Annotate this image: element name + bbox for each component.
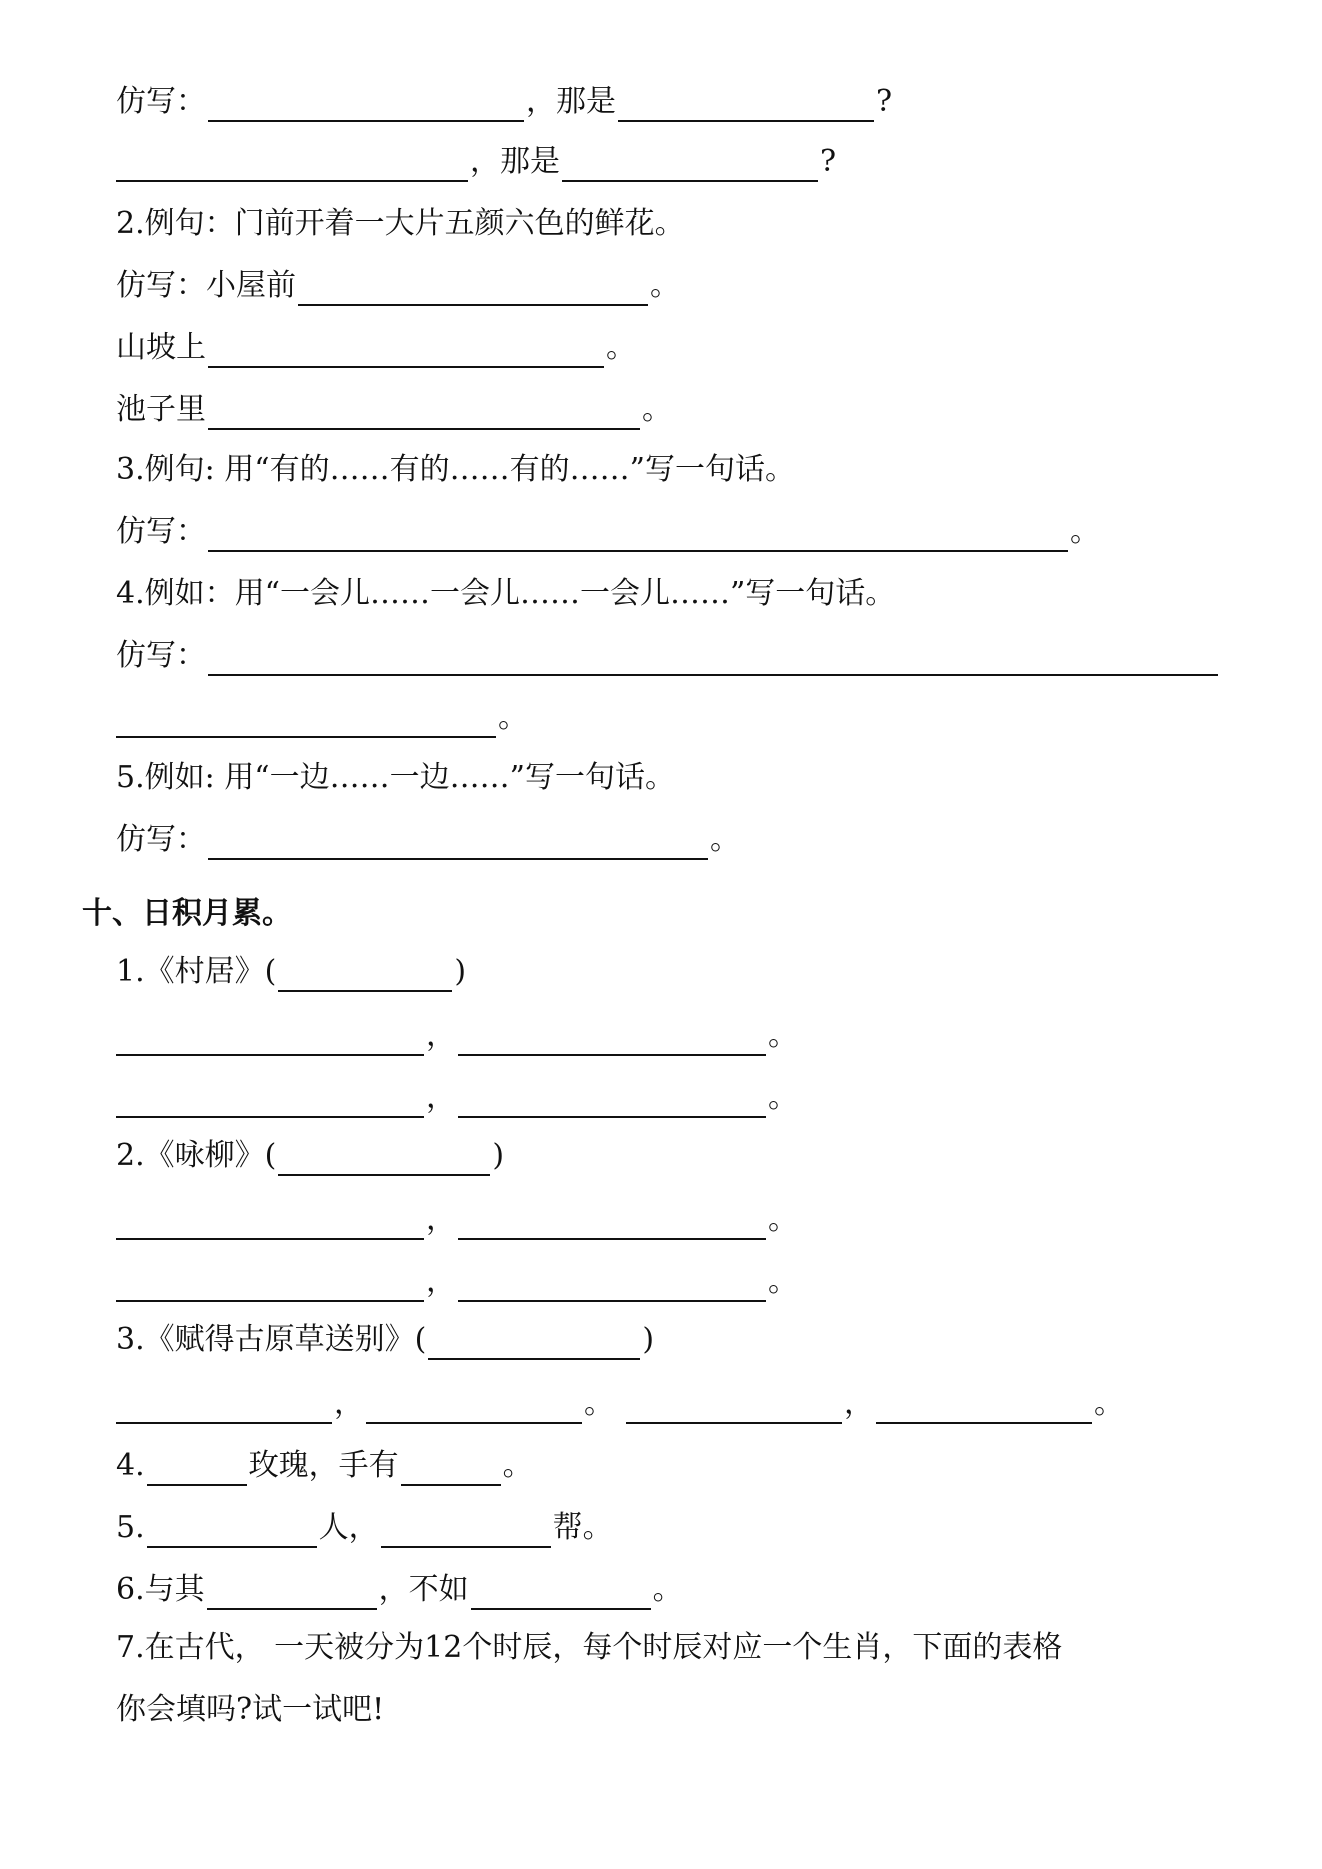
poem-2-line-2 (116, 1262, 798, 1302)
verse-blank[interactable] (366, 1392, 582, 1424)
text: 1.《村居》( (116, 954, 277, 989)
text: 仿写： (116, 514, 206, 549)
text: ， (426, 1018, 456, 1053)
answer-blank[interactable] (208, 336, 604, 368)
verse-blank[interactable] (116, 1086, 424, 1118)
text: 。 (498, 700, 528, 735)
text: ) (454, 954, 467, 989)
answer-blank[interactable] (401, 1454, 501, 1486)
author-blank[interactable] (428, 1328, 640, 1360)
text: 2.《咏柳》( (116, 1138, 277, 1173)
verse-blank[interactable] (458, 1208, 766, 1240)
question-4 (116, 574, 895, 614)
text: ， (426, 1202, 456, 1237)
text: ) (642, 1322, 655, 1357)
text: 4. (116, 1448, 145, 1483)
text: 。 (584, 1386, 614, 1421)
poem-3-lines (116, 1384, 1124, 1424)
text: ? (876, 84, 893, 119)
text: 你会填吗?试一试吧! (116, 1692, 385, 1727)
item-6 (116, 1570, 683, 1610)
text: 。 (710, 822, 740, 857)
answer-blank[interactable] (207, 1578, 377, 1610)
author-blank[interactable] (278, 960, 452, 992)
rewrite-line-2 (116, 142, 836, 182)
poem-2-line-1 (116, 1200, 798, 1240)
verse-blank[interactable] (116, 1024, 424, 1056)
text: 。 (1094, 1386, 1124, 1421)
q4-rewrite-a (116, 636, 1220, 676)
rewrite-line-1 (116, 82, 892, 122)
text: 。 (652, 1572, 683, 1607)
text: 。 (768, 1202, 798, 1237)
text: ) (492, 1138, 505, 1173)
text: ， (334, 1386, 364, 1421)
item-7-line-2 (116, 1690, 384, 1730)
text: 仿写： (116, 638, 206, 673)
answer-blank[interactable] (618, 90, 874, 122)
text: 。 (650, 268, 680, 303)
answer-blank[interactable] (208, 520, 1068, 552)
text: ， (426, 1080, 456, 1115)
text: 池子里 (116, 392, 206, 427)
answer-blank[interactable] (562, 150, 818, 182)
text: 6.与其 (116, 1572, 205, 1607)
answer-blank[interactable] (208, 644, 1218, 676)
poem-1-line-2 (116, 1078, 798, 1118)
text: 。 (502, 1448, 533, 1483)
poem-1-line-1 (116, 1016, 798, 1056)
answer-blank[interactable] (381, 1516, 551, 1548)
answer-blank[interactable] (147, 1454, 247, 1486)
poem-1-title (116, 952, 466, 992)
q2-rewrite-a (116, 266, 680, 306)
verse-blank[interactable] (116, 1270, 424, 1302)
question-text: 4.例如：用“一会儿……一会儿……一会儿……”写一句话。 (116, 576, 896, 611)
question-text: 5.例如: 用“一边……一边……”写一句话。 (116, 760, 675, 795)
text: ，那是 (526, 84, 616, 119)
verse-blank[interactable] (626, 1392, 842, 1424)
item-7-line-1 (116, 1628, 1062, 1668)
author-blank[interactable] (278, 1144, 490, 1176)
text: 山坡上 (116, 330, 206, 365)
answer-blank[interactable] (116, 150, 468, 182)
answer-blank[interactable] (471, 1578, 651, 1610)
text: ， (426, 1264, 456, 1299)
item-4 (116, 1446, 533, 1486)
heading-text: 十、日积月累。 (82, 896, 292, 931)
text: 。 (768, 1018, 798, 1053)
item-5 (116, 1508, 613, 1548)
q2-rewrite-b (116, 328, 636, 368)
section-heading (82, 894, 292, 934)
answer-blank[interactable] (208, 90, 524, 122)
text: 玫瑰，手有 (248, 1448, 399, 1483)
question-text: 2.例句：门前开着一大片五颜六色的鲜花。 (116, 206, 685, 241)
label: 仿写： (116, 84, 206, 119)
text: 。 (606, 330, 636, 365)
text: 7.在古代， 一天被分为12个时辰，每个时辰对应一个生肖，下面的表格 (116, 1630, 1063, 1665)
text: 人， (318, 1510, 379, 1545)
q2-rewrite-c (116, 390, 672, 430)
answer-blank[interactable] (208, 398, 640, 430)
question-3 (116, 450, 795, 490)
text: ，那是 (470, 144, 560, 179)
text: 。 (642, 392, 672, 427)
q4-rewrite-b (116, 698, 528, 738)
text: 帮。 (552, 1510, 613, 1545)
question-2 (116, 204, 685, 244)
verse-blank[interactable] (116, 1208, 424, 1240)
text: 仿写：小屋前 (116, 268, 296, 303)
poem-3-title (116, 1320, 654, 1360)
q5-rewrite (116, 820, 740, 860)
answer-blank[interactable] (208, 828, 708, 860)
text: 。 (768, 1080, 798, 1115)
verse-blank[interactable] (458, 1024, 766, 1056)
question-5 (116, 758, 675, 798)
verse-blank[interactable] (458, 1270, 766, 1302)
question-text: 3.例句: 用“有的……有的……有的……”写一句话。 (116, 452, 795, 487)
text: 仿写： (116, 822, 206, 857)
verse-blank[interactable] (876, 1392, 1092, 1424)
text: ， (844, 1386, 874, 1421)
text: 。 (768, 1264, 798, 1299)
text: ，不如 (378, 1572, 469, 1607)
text: ? (820, 144, 837, 179)
poem-2-title (116, 1136, 504, 1176)
verse-blank[interactable] (116, 1392, 332, 1424)
answer-blank[interactable] (116, 706, 496, 738)
q3-rewrite (116, 512, 1100, 552)
text: 3.《赋得古原草送别》( (116, 1322, 427, 1357)
verse-blank[interactable] (458, 1086, 766, 1118)
answer-blank[interactable] (147, 1516, 317, 1548)
text: 5. (116, 1510, 145, 1545)
text: 。 (1070, 514, 1100, 549)
answer-blank[interactable] (298, 274, 648, 306)
